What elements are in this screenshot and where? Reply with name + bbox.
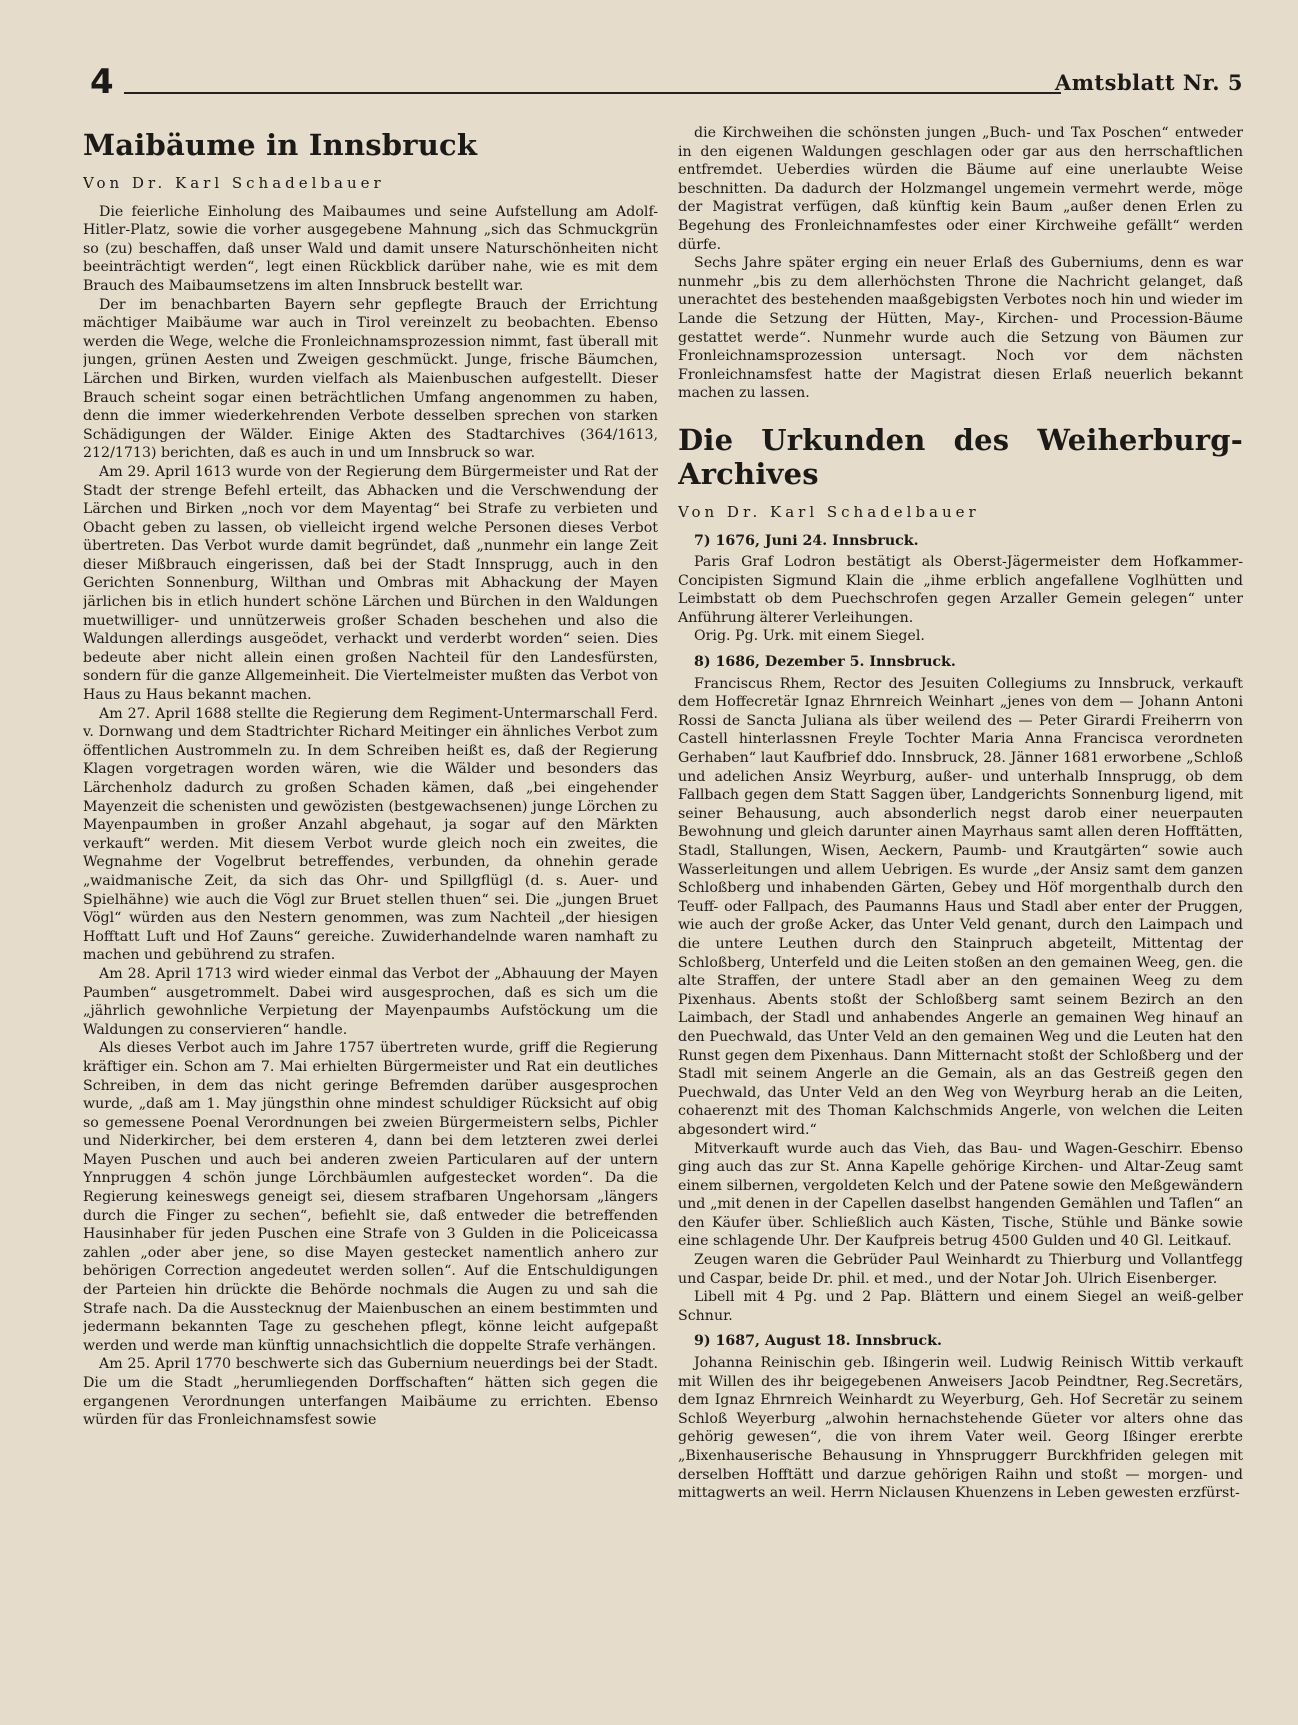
entry-heading: 8) 1686, Dezember 5. Innsbruck. — [694, 654, 956, 671]
article-title: Maibäume in Innsbruck — [83, 128, 478, 162]
article-paragraph: Am 29. April 1613 wurde von der Regierung dem Bürgermeister und Rat der Stadt der strenge Befehl erteilt, das Abhacken und die Verschwendung der Lärchen und Birken „noch vor dem Mayentag“ bei Strafe zu verbieten und Obacht geben zu lassen, ob vielleicht irgend welche Personen dieses Verbot übertreten. Das Verbot wurde damit begründet, daß „nunmehr ein lange Zeit dieser Mißbrauch eingerissen, daß bei der Stadt Innsprugg, auch in den Gerichten Sonnenburg, Wilthan und Ombras mit Abhackung der Mayen järlichen bis in etlich hundert schöne Lärchen und Bürchen in den Waldungen muetwilliger- und unnützerweis großer Schaden beschehen und also die Waldungen allerdings ausgeödet, verhackt und verderbt worden“ seien. Dies bedeute aber nicht allein einen großen Nachteil für den Landesfürsten, sondern für die ganze Allgemeinheit. Die Viertelmeister mußten das Verbot von Haus zu Haus bekannt machen. — [83, 463, 658, 704]
entry-heading: 7) 1676, Juni 24. Innsbruck. — [694, 532, 919, 549]
article-paragraph: Am 27. April 1688 stellte die Regierung dem Regiment-Untermarschall Ferd. v. Dornwang und dem Stadtrichter Richard Meitinger ein ähnliches Verbot zum öffentlichen Austrommeln zu. In dem Schreiben heißt es, daß der Regierung Klagen vorgetragen worden wären, wie die Wälder und besonders das Lärchenholz dadurch zu großen Schaden kämen, daß „bei eingehender Mayenzeit die schenisten und gewözisten (bestgewachsenen) junge Lörchen zu Mayenpaumben in großer Anzahl abgehaut, ja sogar auf den Märkten verkauft“ werden. Mit diesem Verbot wurde gleich noch ein zweites, die Wegnahme der Vogelbrut betreffendes, verbunden, da ohnehin gerade „waidmanische Zeit, da sich das Ohr- und Spillgflügl (d. s. Auer- und Spielhähne) wie auch die Vögl zur Bruet stellen thuen“ sei. Die „jungen Bruet Vögl“ würden aus den Nestern genommen, was zum Nachteil „der hiesigen Hofftatt Luft und Hof Zauns“ gereiche. Zuwiderhandelnde waren namhaft zu machen und gebührend zu strafen. — [83, 705, 658, 964]
continuation-paragraph: die Kirchweihen die schönsten jungen „Buch- und Tax Poschen“ entweder in den eigenen Waldungen geschlagen oder gar aus den herrschaftlichen entfremdet. Ueberdies würden die Bäume auf eine unerlaubte Weise beschnitten. Da dadurch der Holzmangel ungemein vermehrt werde, möge der Magistrat verfügen, daß künftig kein Baum „außer denen Erlen zu Begehung des Fronleichnamfestes oder einer Kirchweihe gefällt“ werden dürfe. — [678, 125, 1243, 253]
section-spacer — [678, 403, 1243, 417]
entry-note: Orig. Pg. Urk. mit einem Siegel. — [694, 628, 925, 645]
entry-paragraph: Franciscus Rhem, Rector des Jesuiten Collegiums zu Innsbruck, verkauft dem Hoffecretär Ignaz Ehrnreich Weinhart „jenes von dem — Johann Antoni Rossi de Sancta Juliana als über weilend des — Peter Girardi Freiherrn von Castell hinterlassnen Freyle Tochter Maria Anna Francisca verordneten Gerhaben“ laut Kaufbrief ddo. Innsbruck, 28. Jänner 1681 erworbene „Schloß und adelichen Ansiz Weyrburg, außer- und unterhalb Innsprugg, ob dem Fallbach gegen dem Statt Saggen über, Landgerichts Sonnenburg ligend, mit seiner Behausung, auch absonderlich negst darob einer neuerpauten Bewohnung und gleich darunter ainen Mayrhaus samt allen deren Hofftätten, Stadl, Stallungen, Wisen, Aeckern, Paumb- und Krautgärten“ sowie auch Wasserleitungen und allem Uebrigen. Es wurde „der Ansiz samt dem ganzen Schloßberg und inhabenden Gärten, Gebey und Höf morgenthalb durch den Teuff- oder Fallpach, des Paumanns Haus und Stadl aber enter der Pruggen, wie auch der große Acker, das Unter Veld genant, durch den Laimpach und die untere Leuthen durch den Stainpruch abgeteilt, Mittentag der Schloßberg, Unterfeld und die Leiten stoßen an den gemainen Weeg, gen. die alte Straffen, der untere Stadl aber an den gemainen Weeg zu dem Pixenhaus. Abents stoßt der Schloßberg samt seinem Bezirch an den Laimbach, der Stadl und anhabendes Angerle an gemainen Weg hinauf an den Puechwald, das Unter Veld an den gemainen Weg und die Leuten hat den Runst gegen dem Pixenhaus. Dann Mitternacht stoßt der Schloßberg und der Stadl mit seinem Angerle an die Gemain, als an das Gestreiß gegen den Puechwald, das Unter Veld an den Weg von Weyrburg herab an die Leiten, cohaerenzt mit des Thoman Kalchschmids Angerle, von welchen die Leiten abgesondert wird.“ — [678, 675, 1243, 1138]
article-byline-2: Von Dr. Karl Schadelbauer — [678, 502, 980, 521]
article-paragraph: Am 28. April 1713 wird wieder einmal das Verbot der „Abhauung der Mayen Paumben“ ausgetrommelt. Dabei wird ausgesprochen, daß es sich um die „jährlich gewohnliche Verpietung der Mayenpaumbs Aufstöckung um die Waldungen zu conservieren“ handle. — [83, 965, 658, 1038]
header-rule — [124, 92, 1061, 94]
entry-paragraph: Mitverkauft wurde auch das Vieh, das Bau- und Wagen-Geschirr. Ebenso ging auch das zur St. Anna Kapelle gehörige Kirchen- und Altar-Zeug samt einem silbernen, vergoldeten Kelch und der Patene sowie den Meßgewändern und „mit denen in der Capellen daselbst hangenden Gemählen und Taflen“ an den Käufer über. Schließlich auch Kästen, Tische, Stühle und Bänke sowie eine schlagende Uhr. Der Kaufpreis betrug 4500 Gulden und 40 Gl. Leitkauf. — [678, 1140, 1243, 1250]
page-number: 4 — [90, 62, 114, 102]
article-paragraph: Die feierliche Einholung des Maibaumes und seine Aufstellung am Adolf-Hitler-Platz, sowie die vorher ausgegebene Mahnung „sich das Schmuckgrün so (zu) beschaffen, daß unser Wald und damit unsere Naturschönheiten nicht beeinträchtigt werden“, legt einen Rückblick darüber nahe, wie es mit dem Brauch des Maibaumsetzens im alten Innsbruck bestellt war. — [83, 203, 658, 294]
entry-paragraph: Johanna Reinischin geb. Ißingerin weil. Ludwig Reinisch Wittib verkauft mit Willen des ihr beigegebenen Anweisers Jacob Peindtner, Reg.Secretärs, dem Ignaz Ehrnreich Weinhardt zu Weyerburg, Geh. Hof Secretär zu seinem Schloß Weyerburg „alwohin hernachstehende Güeter vor alters ohne das gehörig gewesen“, die von ihrem Vater weil. Georg Ißinger ererbte „Bixenhauserische Behausung in Yhnspruggerr Burckhfriden gelegen mit derselben Hofftätt und darzue gehörigen Raihn und stoßt — morgen- und mittagwerts an weil. Herrn Niclausen Khuenzens in Leben gewesten erzfürst- — [678, 1355, 1243, 1502]
article-paragraph: Als dieses Verbot auch im Jahre 1757 übertreten wurde, griff die Regierung kräftiger ein. Schon am 7. Mai erhielten Bürgermeister und Rat ein deutliches Schreiben, in dem das nicht geringe Befremden darüber ausgesprochen wurde, „daß am 1. May jüngsthin ohne mindest schuldiger Rücksicht auf obig so gemessene Poenal Verordnungen bei zweien Bürgermeistern selbs, Pichler und Niderkircher, bei dem ersteren 4, dann bei dem letzteren zwei derlei Mayen Puschen und auch bei anderen zweien Particularen auf der untern Ynnpruggen 4 schön junge Lörchbäumlen aufgestecket worden“. Da die Regierung keineswegs geneigt sei, diesem strafbaren Ungehorsam „längers durch die Finger zu sechen“, befiehlt sie, daß entweder die betreffenden Hausinhaber für jeden Puschen eine Strafe von 3 Gulden in die Policeicassa zahlen „oder aber jene, so dise Mayen gestecket namentlich anhero zur behörigen Correction angedeutet werden sollen“. Auf die Entschuldigungen der Parteien hin drückte die Behörde nochmals die Augen zu und sah die Strafe nach. Da die Ausstecknug der Maienbuschen an einem bestimmten und jedermann bekannten Tage zu geschehen pflegt, könne leicht aufgepaßt werden und werde man künftig unnachsichtlich die doppelte Strafe verhängen. — [83, 1040, 658, 1354]
article-byline: Von Dr. Karl Schadelbauer — [83, 174, 385, 192]
page-header — [90, 62, 1243, 108]
continuation-paragraph: Sechs Jahre später erging ein neuer Erlaß des Guberniums, denn es war nunmehr „bis zu dem allerhöchsten Throne die Nachricht gelanget, daß unerachtet des bestehenden maaßgebigsten Verbotes noch hin und wieder im Lande die Setzung der Hütten, May-, Kirchen- und Procession-Bäume gestattet werde“. Nunmehr wurde auch die Setzung von Bäumen zur Fronleichnamsprozession untersagt. Noch vor dem nächsten Fronleichnamsfest hatte der Magistrat diesen Erlaß neuerlich bekannt machen zu lassen. — [678, 255, 1243, 402]
right-column — [678, 124, 1243, 1684]
entry-paragraph: Paris Graf Lodron bestätigt als Oberst-Jägermeister dem Hofkammer-Concipisten Sigmund Klain die „ihme erblich angefallene Voglhütten und Leimbstatt ob dem Puechschrofen gegen Arzaller Gemein gelegen“ unter Anführung älterer Verleihungen. — [678, 554, 1243, 626]
entry-heading: 9) 1687, August 18. Innsbruck. — [694, 1333, 942, 1350]
article-paragraph: Am 25. April 1770 beschwerte sich das Gubernium neuerdings bei der Stadt. Die um die Stadt „herumliegenden Dorffschaften“ hätten sich gegen die ergangenen Verordnungen unterfangen Maibäume zu errichten. Ebenso würden für das Fronleichnamsfest sowie — [83, 1356, 658, 1429]
entry-paragraph: Zeugen waren die Gebrüder Paul Weinhardt zu Thierburg und Vollantfegg und Caspar, beide Dr. phil. et med., und der Notar Joh. Ulrich Eisenberger. — [678, 1252, 1243, 1287]
publication-title: Amtsblatt Nr. 5 — [1054, 70, 1243, 95]
article-title-2: Die Urkunden des Weiherburg-Archives — [678, 422, 1243, 491]
article-paragraph: Der im benachbarten Bayern sehr gepflegte Brauch der Errichtung mächtiger Maibäume war auch in Tirol vereinzelt zu beobachten. Ebenso werden die Wege, welche die Fronleichnamsprozession nimmt, fast überall mit jungen, grünen Aesten und Zweigen geschmückt. Junge, frische Bäumchen, Lärchen und Birken, wurden vielfach als Maienbuschen aufgestellt. Dieser Brauch scheint sogar einen beträchtlichen Umfang angenommen zu haben, denn die immer wiederkehrenden Verbote desselben sprechen von starken Schädigungen der Wälder. Einige Akten des Stadtarchives (364/1613, 212/1713) berichten, daß es auch in und um Innsbruck so war. — [83, 296, 658, 462]
entry-paragraph: Libell mit 4 Pg. und 2 Pap. Blättern und einem Siegel an weiß-gelber Schnur. — [678, 1289, 1243, 1324]
left-column — [83, 122, 658, 1682]
